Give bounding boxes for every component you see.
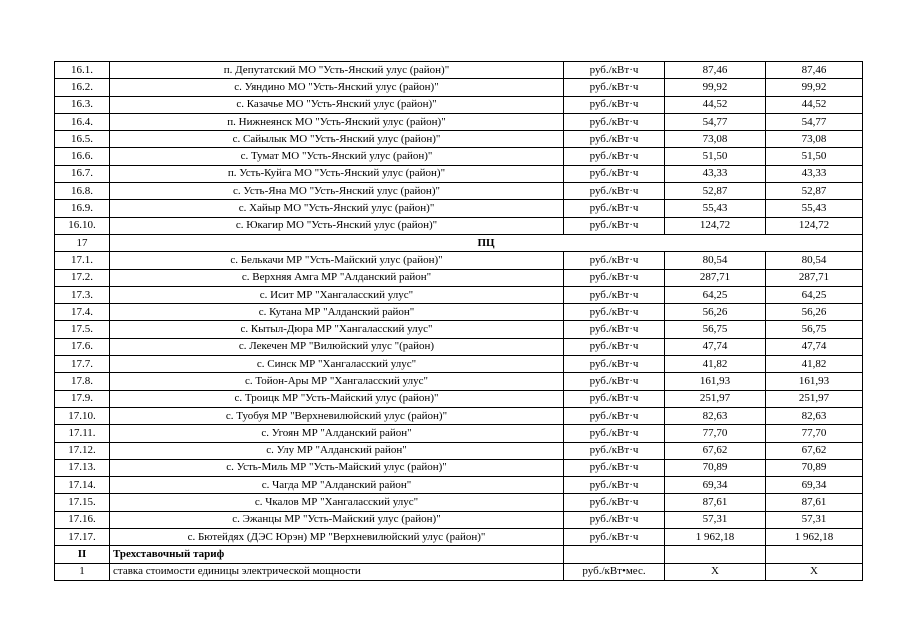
row-name: с. Усть-Миль МР "Усть-Майский улус (район)" — [110, 459, 564, 476]
row-value-1: 51,50 — [665, 148, 766, 165]
row-name: п. Усть-Куйга МО "Усть-Янский улус (район)" — [110, 165, 564, 182]
table-row — [55, 373, 863, 390]
row-value-2: 80,54 — [766, 252, 863, 269]
row-number: 17.1. — [55, 252, 110, 269]
row-value-2: 64,25 — [766, 286, 863, 303]
row-value-2: 57,31 — [766, 511, 863, 528]
table-row — [55, 148, 863, 165]
row-value-2: 161,93 — [766, 373, 863, 390]
row-unit: руб./кВт·ч — [564, 217, 665, 234]
row-name: с. Чкалов МР "Хангаласский улус" — [110, 494, 564, 511]
row-value-1: 64,25 — [665, 286, 766, 303]
row-value-1: 41,82 — [665, 356, 766, 373]
row-value-2: 54,77 — [766, 113, 863, 130]
row-value-2: 77,70 — [766, 425, 863, 442]
table-row — [55, 321, 863, 338]
row-value-1: 73,08 — [665, 131, 766, 148]
table-row — [55, 529, 863, 546]
row-number: 16.5. — [55, 131, 110, 148]
row-unit: руб./кВт·ч — [564, 304, 665, 321]
row-name: с. Эжанцы МР "Усть-Майский улус (район)" — [110, 511, 564, 528]
row-number: 1 — [55, 563, 110, 580]
row-unit: руб./кВт·ч — [564, 200, 665, 217]
table-row — [55, 304, 863, 321]
row-unit: руб./кВт·ч — [564, 62, 665, 79]
row-number: 17.3. — [55, 286, 110, 303]
row-unit: руб./кВт·ч — [564, 373, 665, 390]
section-16-rows — [55, 62, 863, 235]
row-name: с. Усть-Яна МО "Усть-Янский улус (район)" — [110, 183, 564, 200]
row-value-2: 56,26 — [766, 304, 863, 321]
row-value-1: 124,72 — [665, 217, 766, 234]
row-name: с. Угоян МР "Алданский район" — [110, 425, 564, 442]
row-number: 17.13. — [55, 459, 110, 476]
row-value-2: 1 962,18 — [766, 529, 863, 546]
row-name: ставка стоимости единицы электрической мощности — [110, 563, 564, 580]
row-value-2: 41,82 — [766, 356, 863, 373]
section-number: II — [55, 546, 110, 563]
row-value-1: 82,63 — [665, 407, 766, 424]
row-unit: руб./кВт·ч — [564, 148, 665, 165]
row-number: 17.8. — [55, 373, 110, 390]
row-number: 16.9. — [55, 200, 110, 217]
row-unit: руб./кВт·ч — [564, 356, 665, 373]
row-value-2: 124,72 — [766, 217, 863, 234]
row-value-2: 87,46 — [766, 62, 863, 79]
row-number: 17.4. — [55, 304, 110, 321]
row-value-1: 287,71 — [665, 269, 766, 286]
row-number: 17.16. — [55, 511, 110, 528]
row-name: с. Сайылык МО "Усть-Янский улус (район)" — [110, 131, 564, 148]
row-name: с. Тойон-Ары МР "Хангаласский улус" — [110, 373, 564, 390]
row-unit: руб./кВт·ч — [564, 96, 665, 113]
row-name: с. Туобуя МР "Верхневилюйский улус (район)" — [110, 407, 564, 424]
section-number: 17 — [55, 234, 110, 251]
section-17-rows — [55, 252, 863, 546]
row-number: 16.8. — [55, 183, 110, 200]
row-number: 17.17. — [55, 529, 110, 546]
section-title: ПЦ — [110, 234, 863, 251]
row-name: с. Кытыл-Дюра МР "Хангаласский улус" — [110, 321, 564, 338]
table-row — [55, 442, 863, 459]
row-value-2: 287,71 — [766, 269, 863, 286]
row-name: с. Чагда МР "Алданский район" — [110, 477, 564, 494]
row-name: с. Хайыр МО "Усть-Янский улус (район)" — [110, 200, 564, 217]
row-value-2: 56,75 — [766, 321, 863, 338]
row-unit: руб./кВт·ч — [564, 79, 665, 96]
row-number: 17.6. — [55, 338, 110, 355]
row-number: 16.4. — [55, 113, 110, 130]
row-value-2: 43,33 — [766, 165, 863, 182]
row-value-2: 82,63 — [766, 407, 863, 424]
empty-cell — [564, 546, 665, 563]
row-name: с. Белькачи МР "Усть-Майский улус (район)" — [110, 252, 564, 269]
table-row — [55, 113, 863, 130]
table-row — [55, 131, 863, 148]
row-value-1: 56,75 — [665, 321, 766, 338]
table-row — [55, 390, 863, 407]
row-name: с. Кутана МР "Алданский район" — [110, 304, 564, 321]
row-value-1: Х — [665, 563, 766, 580]
table-row — [55, 286, 863, 303]
row-number: 17.14. — [55, 477, 110, 494]
table-row — [55, 356, 863, 373]
row-value-1: 1 962,18 — [665, 529, 766, 546]
row-value-2: 55,43 — [766, 200, 863, 217]
row-value-1: 57,31 — [665, 511, 766, 528]
table-row — [55, 425, 863, 442]
row-name: с. Тумат МО "Усть-Янский улус (район)" — [110, 148, 564, 165]
row-unit: руб./кВт·ч — [564, 338, 665, 355]
row-value-1: 43,33 — [665, 165, 766, 182]
row-number: 16.3. — [55, 96, 110, 113]
row-number: 16.7. — [55, 165, 110, 182]
row-value-1: 80,54 — [665, 252, 766, 269]
table-row — [55, 79, 863, 96]
row-name: с. Синск МР "Хангаласский улус" — [110, 356, 564, 373]
row-name: с. Юкагир МО "Усть-Янский улус (район)" — [110, 217, 564, 234]
tariff-table — [54, 61, 863, 581]
row-number: 17.15. — [55, 494, 110, 511]
row-unit: руб./кВт·ч — [564, 459, 665, 476]
row-value-1: 47,74 — [665, 338, 766, 355]
row-number: 17.10. — [55, 407, 110, 424]
row-unit: руб./кВт·ч — [564, 113, 665, 130]
row-number: 17.2. — [55, 269, 110, 286]
table-row — [55, 563, 863, 580]
section-17-header — [55, 234, 863, 251]
section-II-header — [55, 546, 863, 563]
row-name: с. Лекечен МР "Вилюйский улус "(район) — [110, 338, 564, 355]
row-value-2: 73,08 — [766, 131, 863, 148]
row-unit: руб./кВт·ч — [564, 286, 665, 303]
row-name: п. Нижнеянск МО "Усть-Янский улус (район)" — [110, 113, 564, 130]
row-unit: руб./кВт·ч — [564, 183, 665, 200]
row-value-2: 51,50 — [766, 148, 863, 165]
table-row — [55, 269, 863, 286]
row-unit: руб./кВт·ч — [564, 407, 665, 424]
table-row — [55, 252, 863, 269]
row-name: с. Верхняя Амга МР "Алданский район" — [110, 269, 564, 286]
table-row — [55, 338, 863, 355]
row-value-2: 251,97 — [766, 390, 863, 407]
row-unit: руб./кВт·ч — [564, 425, 665, 442]
row-value-1: 56,26 — [665, 304, 766, 321]
row-value-2: 44,52 — [766, 96, 863, 113]
table-row — [55, 200, 863, 217]
row-value-2: 67,62 — [766, 442, 863, 459]
row-unit: руб./кВт·ч — [564, 252, 665, 269]
row-unit: руб./кВт·ч — [564, 269, 665, 286]
row-number: 17.5. — [55, 321, 110, 338]
row-unit: руб./кВт·ч — [564, 477, 665, 494]
row-number: 17.11. — [55, 425, 110, 442]
row-value-1: 52,87 — [665, 183, 766, 200]
row-value-2: 99,92 — [766, 79, 863, 96]
row-value-1: 67,62 — [665, 442, 766, 459]
table-row — [55, 511, 863, 528]
row-unit: руб./кВт·ч — [564, 529, 665, 546]
row-number: 16.6. — [55, 148, 110, 165]
row-value-1: 69,34 — [665, 477, 766, 494]
row-name: с. Исит МР "Хангаласский улус" — [110, 286, 564, 303]
row-value-2: 69,34 — [766, 477, 863, 494]
table-row — [55, 217, 863, 234]
row-number: 16.2. — [55, 79, 110, 96]
row-value-1: 87,61 — [665, 494, 766, 511]
table-row — [55, 494, 863, 511]
row-value-1: 70,89 — [665, 459, 766, 476]
row-value-2: 87,61 — [766, 494, 863, 511]
empty-cell — [665, 546, 766, 563]
row-number: 17.12. — [55, 442, 110, 459]
table-row — [55, 96, 863, 113]
row-name: с. Уяндино МО "Усть-Янский улус (район)" — [110, 79, 564, 96]
row-name: п. Депутатский МО "Усть-Янский улус (район)" — [110, 62, 564, 79]
table-row — [55, 62, 863, 79]
row-unit: руб./кВт·ч — [564, 165, 665, 182]
table-row — [55, 477, 863, 494]
row-value-2: 52,87 — [766, 183, 863, 200]
row-unit: руб./кВт·ч — [564, 494, 665, 511]
row-unit: руб./кВт•мес. — [564, 563, 665, 580]
row-name: с. Казачье МО "Усть-Янский улус (район)" — [110, 96, 564, 113]
row-name: с. Улу МР "Алданский район" — [110, 442, 564, 459]
table-row — [55, 183, 863, 200]
empty-cell — [766, 546, 863, 563]
row-value-1: 77,70 — [665, 425, 766, 442]
row-number: 17.7. — [55, 356, 110, 373]
row-value-1: 55,43 — [665, 200, 766, 217]
row-value-1: 54,77 — [665, 113, 766, 130]
row-value-2: 70,89 — [766, 459, 863, 476]
row-value-1: 44,52 — [665, 96, 766, 113]
table-row — [55, 165, 863, 182]
row-unit: руб./кВт·ч — [564, 511, 665, 528]
row-name: с. Бютейдях (ДЭС Юрэн) МР "Верхневилюйский улус (район)" — [110, 529, 564, 546]
row-number: 17.9. — [55, 390, 110, 407]
row-number: 16.10. — [55, 217, 110, 234]
row-unit: руб./кВт·ч — [564, 321, 665, 338]
row-number: 16.1. — [55, 62, 110, 79]
table-row — [55, 459, 863, 476]
row-name: с. Троицк МР "Усть-Майский улус (район)" — [110, 390, 564, 407]
row-unit: руб./кВт·ч — [564, 390, 665, 407]
row-value-1: 251,97 — [665, 390, 766, 407]
table-row — [55, 407, 863, 424]
row-value-2: 47,74 — [766, 338, 863, 355]
row-value-1: 161,93 — [665, 373, 766, 390]
row-value-1: 87,46 — [665, 62, 766, 79]
section-title: Трехставочный тариф — [110, 546, 564, 563]
section-II-rows — [55, 563, 863, 580]
row-unit: руб./кВт·ч — [564, 442, 665, 459]
row-unit: руб./кВт·ч — [564, 131, 665, 148]
row-value-2: Х — [766, 563, 863, 580]
row-value-1: 99,92 — [665, 79, 766, 96]
